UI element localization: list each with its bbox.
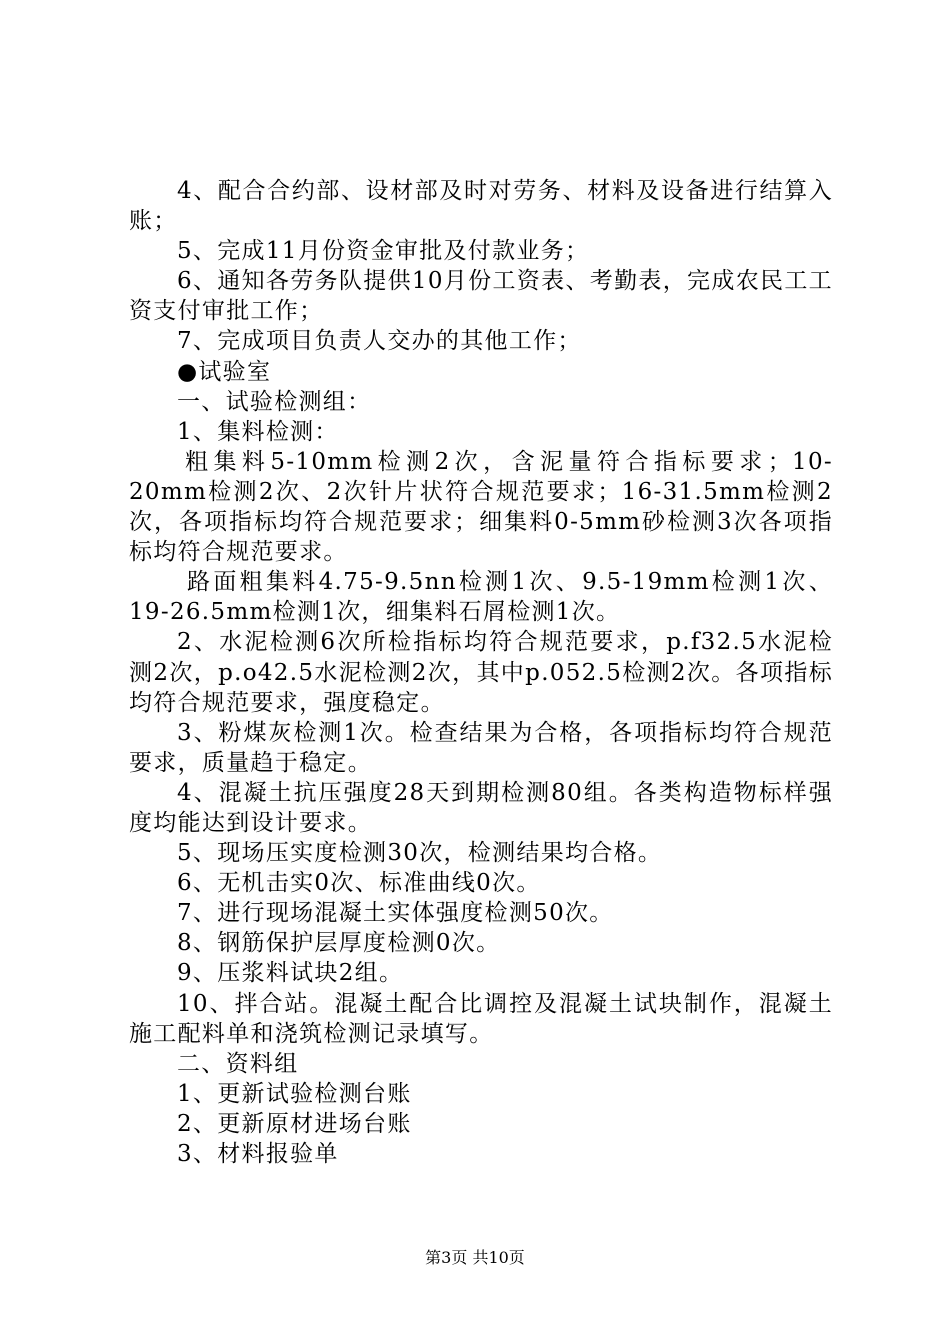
paragraph-aggregate-heading: 1、集料检测： bbox=[177, 418, 339, 445]
paragraph-compaction-test: 6、无机击实0次、标准曲线0次。 bbox=[177, 870, 541, 897]
paragraph-grout: 9、压浆料试块2组。 bbox=[177, 960, 404, 987]
paragraph-records-1: 1、更新试验检测台账 bbox=[177, 1080, 412, 1107]
paragraph-2: 5、完成11月份资金审批及付款业务； bbox=[177, 238, 590, 265]
paragraph-cement: 2、水泥检测6次所检指标均符合规范要求，p.f32.5水泥检测2次，p.o42.5水泥检测2次，其中p.052.5检测2次。各项指标均符合规范要求，强度稳定。 bbox=[129, 629, 833, 716]
paragraph-3: 6、通知各劳务队提供10月份工资表、考勤表，完成农民工工资支付审批工作； bbox=[129, 268, 833, 325]
paragraph-mixing-station: 10、拌合站。混凝土配合比调控及混凝土试块制作，混凝土施工配料单和浇筑检测记录填写。 bbox=[129, 990, 833, 1047]
paragraph-records-3: 3、材料报验单 bbox=[177, 1141, 339, 1167]
paragraph-coarse-aggregate: 粗集料5-10mm检测2次，含泥量符合指标要求；10-20mm检测2次、2次针片状符合规范要求；16-31.5mm检测2次，各项指标均符合规范要求；细集料0-5mm砂检测3次各项指标均符合规范要求。 bbox=[129, 448, 833, 566]
paragraph-compaction: 5、现场压实度检测30次，检测结果均合格。 bbox=[177, 840, 663, 867]
page-footer: 第3页 共10页 bbox=[425, 1248, 525, 1267]
paragraph-records-2: 2、更新原材进场台账 bbox=[177, 1110, 412, 1137]
subsection-heading-records-group: 二、资料组 bbox=[177, 1050, 299, 1077]
paragraph-4: 7、完成项目负责人交办的其他工作； bbox=[177, 328, 582, 355]
section-heading-lab: ●试验室 bbox=[177, 358, 272, 385]
document-body bbox=[129, 176, 833, 1169]
subsection-heading-testing-group: 一、试验检测组： bbox=[177, 388, 372, 415]
paragraph-1: 4、配合合约部、设材部及时对劳务、材料及设备进行结算入账； bbox=[129, 178, 833, 235]
paragraph-pavement-aggregate: 路面粗集料4.75-9.5nn检测1次、9.5-19mm检测1次、19-26.5mm检测1次，细集料石屑检测1次。 bbox=[129, 569, 833, 626]
paragraph-rebar-cover: 8、钢筋保护层厚度检测0次。 bbox=[177, 930, 501, 957]
paragraph-fly-ash: 3、粉煤灰检测1次。检查结果为合格，各项指标均符合规范要求，质量趋于稳定。 bbox=[129, 719, 833, 776]
paragraph-concrete-strength: 4、混凝土抗压强度28天到期检测80组。各类构造物标样强度均能达到设计要求。 bbox=[129, 779, 833, 836]
paragraph-field-concrete: 7、进行现场混凝土实体强度检测50次。 bbox=[177, 900, 614, 927]
